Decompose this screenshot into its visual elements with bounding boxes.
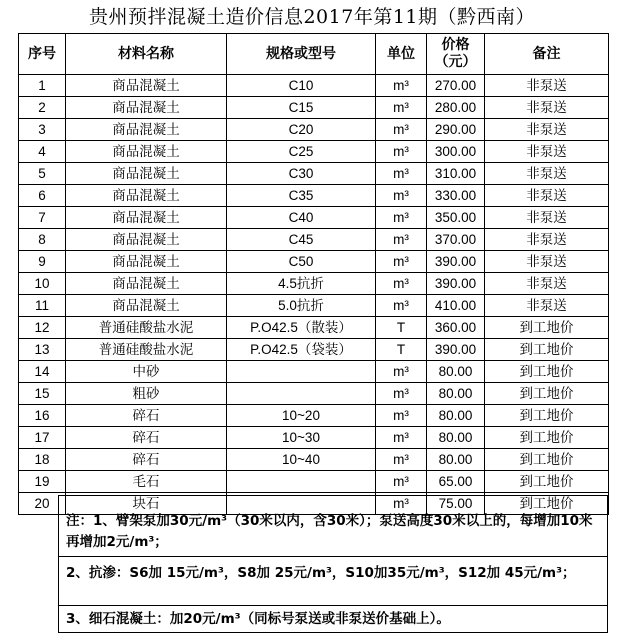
note-item: 注：1、臂架泵加30元/m³（30米以内，含30米）；泵送高度30米以上的，每增加10米再增加2元/m³； [66, 513, 593, 550]
header-price: 价格（元） [427, 34, 485, 75]
row-spec: C30 [227, 163, 376, 185]
row-material-name: 商品混凝土 [66, 119, 227, 141]
row-unit: m³ [376, 405, 427, 427]
row-spec [227, 361, 376, 383]
row-unit: m³ [376, 295, 427, 317]
row-spec: C35 [227, 185, 376, 207]
row-note: 到工地价 [485, 361, 609, 383]
page-title: 贵州预拌混凝土造价信息2017年第11期（黔西南） [88, 6, 536, 28]
row-price: 370.00 [427, 229, 485, 251]
row-note: 非泵送 [485, 185, 609, 207]
row-spec: 10~30 [227, 427, 376, 449]
row-no: 13 [19, 339, 66, 361]
header-unit: 单位 [376, 34, 427, 75]
row-no: 1 [19, 75, 66, 97]
row-no: 2 [19, 97, 66, 119]
table-row [19, 339, 609, 361]
row-price: 390.00 [427, 339, 485, 361]
table-row [19, 317, 609, 339]
row-price: 390.00 [427, 251, 485, 273]
row-unit: m³ [376, 119, 427, 141]
row-material-name: 毛石 [66, 471, 227, 493]
row-price: 80.00 [427, 405, 485, 427]
notes-left-border [58, 495, 59, 633]
note-divider [58, 556, 608, 557]
table-row [19, 405, 609, 427]
row-unit: m³ [376, 75, 427, 97]
row-spec: 10~40 [227, 449, 376, 471]
row-material-name: 普通硅酸盐水泥 [66, 339, 227, 361]
row-price: 290.00 [427, 119, 485, 141]
row-note: 非泵送 [485, 163, 609, 185]
row-note: 到工地价 [485, 383, 609, 405]
row-material-name: 商品混凝土 [66, 75, 227, 97]
table-row [19, 229, 609, 251]
row-no: 9 [19, 251, 66, 273]
row-no: 17 [19, 427, 66, 449]
row-no: 11 [19, 295, 66, 317]
row-material-name: 碎石 [66, 449, 227, 471]
row-no: 15 [19, 383, 66, 405]
row-unit: T [376, 339, 427, 361]
row-no: 20 [19, 493, 66, 515]
row-no: 10 [19, 273, 66, 295]
row-price: 410.00 [427, 295, 485, 317]
row-no: 14 [19, 361, 66, 383]
row-no: 4 [19, 141, 66, 163]
note-item: 2、抗渗：S6加 15元/m³，S8加 25元/m³，S10加35元/m³，S12加 45元/m³； [66, 565, 576, 581]
row-unit: m³ [376, 207, 427, 229]
row-note: 到工地价 [485, 339, 609, 361]
row-no: 5 [19, 163, 66, 185]
row-price: 80.00 [427, 383, 485, 405]
row-spec: C15 [227, 97, 376, 119]
row-material-name: 商品混凝土 [66, 229, 227, 251]
row-material-name: 块石 [66, 493, 227, 515]
row-material-name: 商品混凝土 [66, 141, 227, 163]
row-unit: m³ [376, 185, 427, 207]
row-note: 非泵送 [485, 251, 609, 273]
row-material-name: 普通硅酸盐水泥 [66, 317, 227, 339]
table-row [19, 141, 609, 163]
row-unit: m³ [376, 449, 427, 471]
row-unit: m³ [376, 273, 427, 295]
table-row [19, 251, 609, 273]
row-note: 非泵送 [485, 273, 609, 295]
notes-section [58, 495, 608, 633]
row-note: 到工地价 [485, 427, 609, 449]
table-row [19, 119, 609, 141]
row-price: 270.00 [427, 75, 485, 97]
row-unit: m³ [376, 229, 427, 251]
row-unit: T [376, 317, 427, 339]
row-spec: 5.0抗折 [227, 295, 376, 317]
row-spec: P.O42.5（袋装） [227, 339, 376, 361]
row-price: 80.00 [427, 427, 485, 449]
row-price: 75.00 [427, 493, 485, 515]
row-unit: m³ [376, 163, 427, 185]
row-price: 360.00 [427, 317, 485, 339]
row-material-name: 商品混凝土 [66, 97, 227, 119]
row-spec: 10~20 [227, 405, 376, 427]
header-spec: 规格或型号 [227, 34, 376, 75]
row-no: 18 [19, 449, 66, 471]
notes-bottom-border [58, 632, 608, 633]
table-row [19, 75, 609, 97]
row-note: 到工地价 [485, 317, 609, 339]
note-divider [58, 605, 608, 606]
row-note: 非泵送 [485, 295, 609, 317]
table-row [19, 383, 609, 405]
row-note: 非泵送 [485, 97, 609, 119]
table-header-row [19, 34, 609, 75]
row-spec: P.O42.5（散装） [227, 317, 376, 339]
row-spec: C20 [227, 119, 376, 141]
row-no: 16 [19, 405, 66, 427]
row-spec: 4.5抗折 [227, 273, 376, 295]
row-note: 到工地价 [485, 405, 609, 427]
row-material-name: 商品混凝土 [66, 185, 227, 207]
row-spec: C45 [227, 229, 376, 251]
row-spec: C40 [227, 207, 376, 229]
header-name: 材料名称 [66, 34, 227, 75]
row-unit: m³ [376, 361, 427, 383]
price-table [18, 33, 609, 515]
table-row [19, 449, 609, 471]
row-spec [227, 471, 376, 493]
notes-right-border [607, 495, 608, 633]
table-row [19, 207, 609, 229]
row-note: 到工地价 [485, 493, 609, 515]
row-material-name: 商品混凝土 [66, 163, 227, 185]
row-no: 6 [19, 185, 66, 207]
table-row [19, 185, 609, 207]
row-spec: C25 [227, 141, 376, 163]
table-row [19, 163, 609, 185]
row-unit: m³ [376, 141, 427, 163]
row-no: 19 [19, 471, 66, 493]
row-material-name: 碎石 [66, 405, 227, 427]
row-price: 65.00 [427, 471, 485, 493]
row-material-name: 商品混凝土 [66, 295, 227, 317]
row-unit: m³ [376, 471, 427, 493]
row-no: 8 [19, 229, 66, 251]
row-material-name: 商品混凝土 [66, 251, 227, 273]
row-price: 310.00 [427, 163, 485, 185]
row-price: 390.00 [427, 273, 485, 295]
table-row [19, 295, 609, 317]
row-price: 330.00 [427, 185, 485, 207]
row-note: 非泵送 [485, 207, 609, 229]
row-note: 非泵送 [485, 229, 609, 251]
row-note: 到工地价 [485, 449, 609, 471]
row-price: 350.00 [427, 207, 485, 229]
row-note: 非泵送 [485, 119, 609, 141]
note-item: 3、细石混凝土：加20元/m³（同标号泵送或非泵送价基础上）。 [66, 611, 450, 627]
row-unit: m³ [376, 493, 427, 515]
table-row [19, 427, 609, 449]
row-spec: C50 [227, 251, 376, 273]
row-material-name: 粗砂 [66, 383, 227, 405]
row-unit: m³ [376, 427, 427, 449]
row-material-name: 碎石 [66, 427, 227, 449]
row-material-name: 商品混凝土 [66, 273, 227, 295]
table-row [19, 361, 609, 383]
row-spec [227, 383, 376, 405]
header-no: 序号 [19, 34, 66, 75]
row-no: 3 [19, 119, 66, 141]
row-material-name: 中砂 [66, 361, 227, 383]
table-row [19, 471, 609, 493]
row-price: 280.00 [427, 97, 485, 119]
row-note: 非泵送 [485, 141, 609, 163]
row-note: 非泵送 [485, 75, 609, 97]
row-no: 12 [19, 317, 66, 339]
row-note: 到工地价 [485, 471, 609, 493]
row-price: 80.00 [427, 449, 485, 471]
row-unit: m³ [376, 383, 427, 405]
row-price: 80.00 [427, 361, 485, 383]
row-price: 300.00 [427, 141, 485, 163]
row-unit: m³ [376, 97, 427, 119]
header-note: 备注 [485, 34, 609, 75]
row-no: 7 [19, 207, 66, 229]
table-row [19, 273, 609, 295]
table-row [19, 97, 609, 119]
row-spec: C10 [227, 75, 376, 97]
row-material-name: 商品混凝土 [66, 207, 227, 229]
row-unit: m³ [376, 251, 427, 273]
